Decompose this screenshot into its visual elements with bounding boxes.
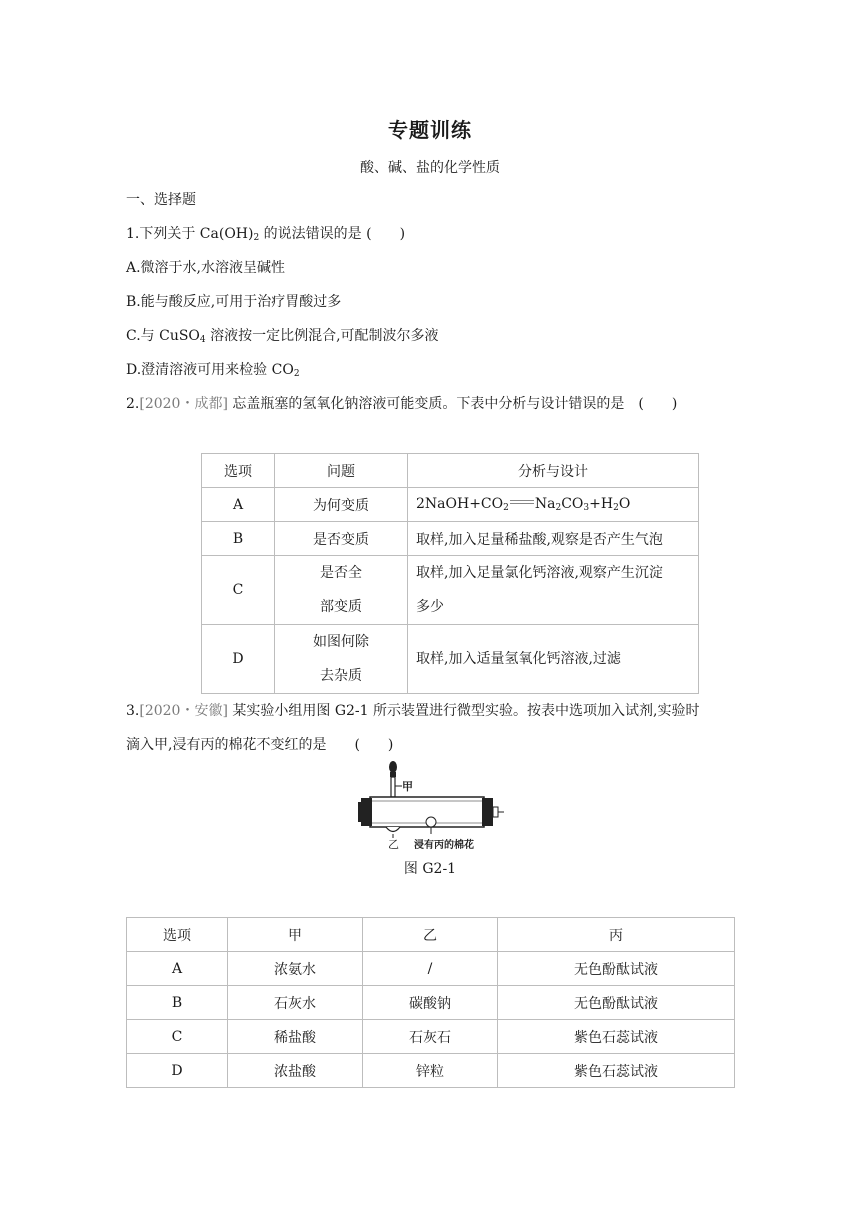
table-cell: D [127,1054,228,1088]
table-cell: 浓盐酸 [228,1054,363,1088]
q3-table [126,917,735,1088]
table-header-cell: 分析与设计 [408,454,699,488]
table-cell: C [127,1020,228,1054]
table-cell: B [127,986,228,1020]
table-cell: 如图何除 去杂质 [275,625,408,694]
dropper-tube-icon [391,777,395,797]
table-cell: / [363,952,498,986]
label-jia: 甲 [402,780,413,793]
label-bing: 浸有丙的棉花 [414,840,474,851]
table-header-row [127,918,735,952]
right-stopper-icon [482,798,493,826]
figure-caption: 图 G2-1 [403,861,457,877]
cotton-icon [426,817,436,827]
table-row [202,488,699,522]
table-cell: 是否变质 [275,522,408,556]
table-row [202,522,699,556]
table-header-cell: 丙 [498,918,735,952]
table-row [127,952,735,986]
q3-source: [2020・安徽] [139,703,228,719]
q1-option-c: C.与 CuSO$_4$ 溶液按一定比例混合,可配制波尔多液 [126,328,439,345]
table-row [202,556,699,625]
table-cell: 石灰石 [363,1020,498,1054]
table-cell: 稀盐酸 [228,1020,363,1054]
q2-stem: 2.[2020・成都] 忘盖瓶塞的氢氧化钠溶液可能变质。下表中分析与设计错误的是 ( ) [126,396,678,412]
table-cell: 无色酚酞试液 [498,986,735,1020]
table-header-row [202,454,699,488]
equals-sign-icon [510,500,534,504]
q3-stem: 3.[2020・安徽] 某实验小组用图 G2-1 所示装置进行微型实验。按表中选项加入试剂,实验时 [126,703,700,719]
table-cell: 取样,加入适量氢氧化钙溶液,过滤 [408,625,699,694]
table-cell: 紫色石蕊试液 [498,1054,735,1088]
table-header-cell: 问题 [275,454,408,488]
left-stopper-icon [361,798,372,826]
table-header-cell: 选项 [202,454,275,488]
table-cell: 石灰水 [228,986,363,1020]
table-header-cell: 乙 [363,918,498,952]
page-subtitle: 酸、碱、盐的化学性质 [360,160,500,176]
table-cell: C [202,556,275,625]
q2-table [201,453,699,694]
table-cell: 无色酚酞试液 [498,952,735,986]
table-row [127,1054,735,1088]
q1-stem: 1.下列关于 $Ca(OH)_2$ 的说法错误的是 ( ) [126,226,406,243]
table-cell: 紫色石蕊试液 [498,1020,735,1054]
section-heading: 一、选择题 [126,192,196,208]
table-cell: 锌粒 [363,1054,498,1088]
q3-stem-line2: 滴入甲,浸有丙的棉花不变红的是 ( ) [126,737,394,753]
table-header-cell: 选项 [127,918,228,952]
table-header-cell: 甲 [228,918,363,952]
table-row [202,625,699,694]
table-cell: 为何变质 [275,488,408,522]
q1-option-d: D.澄清溶液可用来检验 $CO_2$ [126,362,300,379]
table-cell: 是否全 部变质 [275,556,408,625]
page-title: 专题训练 [388,118,472,142]
table-cell: A [202,488,275,522]
table-row [127,986,735,1020]
table-cell: 取样,加入足量稀盐酸,观察是否产生气泡 [408,522,699,556]
dropper-bulb-icon [389,761,397,773]
well-icon [386,827,400,832]
table-cell: D [202,625,275,694]
table-cell: A [127,952,228,986]
label-yi: 乙 [388,838,399,851]
q1-option-a: A.微溶于水,水溶液呈碱性 [126,260,286,276]
table-cell: B [202,522,275,556]
table-cell: 浓氨水 [228,952,363,986]
q2-source: [2020・成都] [139,396,228,412]
table-cell: 碳酸钠 [363,986,498,1020]
dropper-collar-icon [390,772,396,777]
q1-option-b: B.能与酸反应,可用于治疗胃酸过多 [126,294,342,310]
table-row [127,1020,735,1054]
table-cell: 取样,加入足量氯化钙溶液,观察产生沉淀 多少 [408,556,699,625]
chemical-equation: $2NaOH+CO_2$ $Na_2CO_3+H_2O$ [408,488,699,522]
apparatus-figure [358,760,508,852]
